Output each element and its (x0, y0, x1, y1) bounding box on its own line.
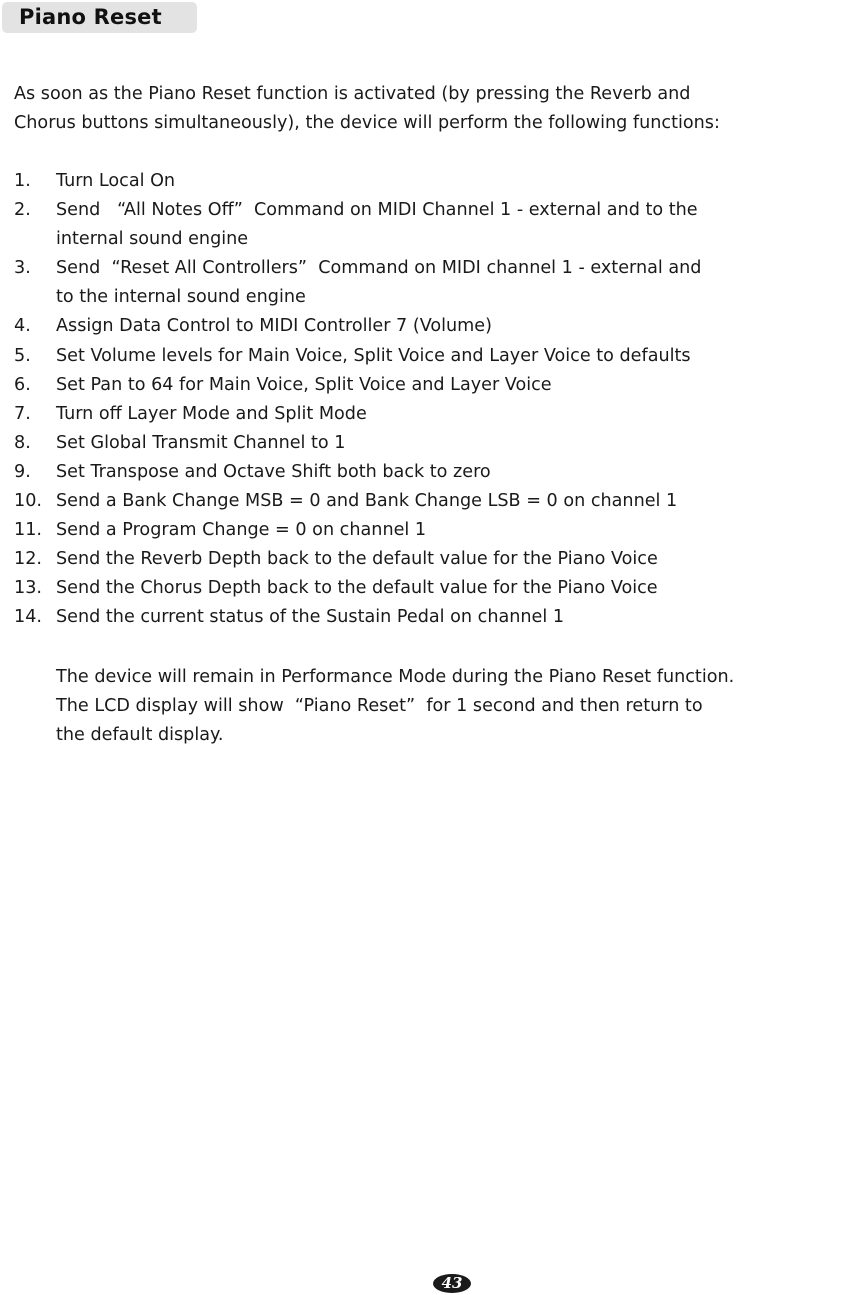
step-text: Send a Bank Change MSB = 0 and Bank Change LSB = 0 on channel 1 (56, 491, 678, 512)
step-text-continued: to the internal sound engine (56, 287, 306, 308)
list-item (14, 254, 865, 312)
reset-steps-list (14, 167, 865, 633)
step-text: Set Global Transmit Channel to 1 (56, 432, 346, 453)
step-text: Set Pan to 64 for Main Voice, Split Voice and Layer Voice (56, 374, 552, 395)
intro-paragraph (14, 80, 865, 138)
notes-line: The device will remain in Performance Mode during the Piano Reset function. (56, 667, 735, 687)
list-item (14, 371, 865, 400)
list-item (14, 312, 865, 341)
step-number: 10. (14, 491, 42, 512)
step-text: Assign Data Control to MIDI Controller 7 (Volume) (56, 316, 492, 337)
list-item (14, 574, 865, 603)
step-number: 9. (14, 461, 31, 482)
list-item (14, 167, 865, 196)
step-text: Send the Reverb Depth back to the default value for the Piano Voice (56, 549, 658, 570)
step-text: Set Volume levels for Main Voice, Split Voice and Layer Voice to defaults (56, 345, 691, 366)
step-number: 2. (14, 200, 31, 221)
list-item (14, 458, 865, 487)
step-text: Set Transpose and Octave Shift both back to zero (56, 461, 491, 482)
step-text: Send the Chorus Depth back to the default value for the Piano Voice (56, 578, 658, 599)
step-text: Turn Local On (56, 171, 176, 191)
step-number: 6. (14, 374, 31, 395)
list-item (14, 516, 865, 545)
step-number: 1. (14, 171, 31, 191)
step-number: 5. (14, 345, 31, 366)
step-number: 8. (14, 432, 31, 453)
intro-line: Chorus buttons simultaneously), the device will perform the following functions: (14, 113, 720, 133)
page-title: Piano Reset (2, 2, 197, 33)
notes-paragraph (56, 663, 865, 750)
list-item (14, 342, 865, 371)
list-item (14, 545, 865, 574)
step-text: Send “All Notes Off” Command on MIDI Channel 1 - external and to the (56, 200, 698, 221)
step-text: Turn off Layer Mode and Split Mode (56, 403, 367, 424)
step-number: 3. (14, 258, 31, 279)
step-number: 4. (14, 316, 31, 337)
step-number: 12. (14, 549, 42, 570)
step-number: 13. (14, 578, 42, 599)
step-text: Send “Reset All Controllers” Command on MIDI channel 1 - external and (56, 258, 702, 279)
step-number: 14. (14, 607, 42, 628)
notes-line: The LCD display will show “Piano Reset” for 1 second and then return to (56, 696, 703, 716)
list-item (14, 487, 865, 516)
list-item (14, 196, 865, 254)
step-number: 11. (14, 520, 42, 541)
step-text-continued: internal sound engine (56, 229, 249, 250)
step-text: Send a Program Change = 0 on channel 1 (56, 520, 427, 541)
list-item (14, 429, 865, 458)
list-item (14, 400, 865, 429)
page-number-badge: 43 (433, 1274, 471, 1293)
intro-line: As soon as the Piano Reset function is activated (by pressing the Reverb and (14, 84, 691, 104)
notes-line: the default display. (56, 725, 224, 745)
list-item (14, 603, 865, 632)
step-text: Send the current status of the Sustain Pedal on channel 1 (56, 607, 565, 628)
step-number: 7. (14, 403, 31, 424)
